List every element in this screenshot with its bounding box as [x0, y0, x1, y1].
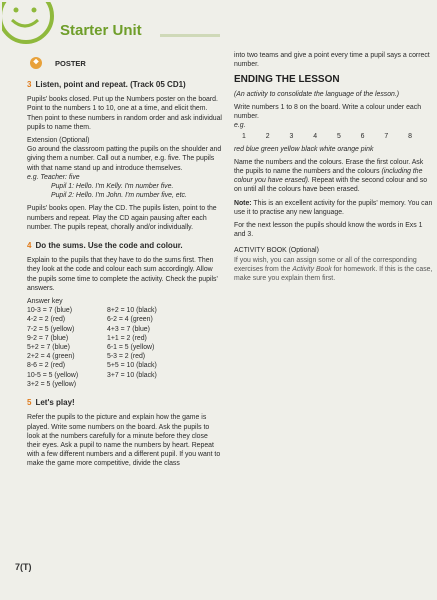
- answer-item: [107, 380, 207, 389]
- number-item: 2: [265, 133, 270, 141]
- continued-paragraph: into two teams and give a point every time a pupil says a correct number.: [234, 52, 430, 69]
- section-4-heading: [27, 241, 223, 250]
- header-divider: [160, 34, 220, 37]
- dialog-line-1: e.g. Teacher: five: [27, 173, 80, 181]
- section-5-title: Let's play!: [35, 398, 75, 408]
- section-3-heading: [27, 80, 223, 89]
- section-5-paragraph: Refer the pupils to the picture and explain how the game is played. Write some numbers on the board. Ask the pupils to look at the numbers carefully for a minute before they close their eyes. Ask a pupil to name the numbers by heart. Repeat with a few different numbers and a different pupil. If you want to make the game more competitive, divide the class: [27, 414, 221, 468]
- right-column: [234, 51, 434, 283]
- number-item: 7: [384, 133, 389, 141]
- section-5-heading: [27, 398, 223, 407]
- ending-title: ENDING THE LESSON: [234, 74, 340, 86]
- number-item: 3: [289, 133, 294, 141]
- number-item: 1: [242, 133, 246, 141]
- ending-paragraph-2-a: Name the numbers and the colours. Erase the first colour. Ask the pupils to name the numbers and the colours: [234, 158, 424, 176]
- left-column: [27, 78, 223, 469]
- section-4-number: 4: [27, 241, 32, 251]
- number-item: 4: [313, 133, 318, 141]
- activity-book-label: ACTIVITY BOOK (Optional): [234, 247, 319, 255]
- answer-item: 6-2 = 4 (green): [107, 316, 153, 324]
- note: [234, 199, 434, 217]
- eg-label: e.g.: [234, 122, 246, 130]
- ending-aim: (An activity to consolidate the language of the lesson.): [234, 90, 400, 98]
- number-item: 5: [336, 133, 341, 141]
- number-row: [234, 132, 412, 141]
- page-number: 7(T): [15, 562, 32, 572]
- smiley-icon: [2, 2, 58, 46]
- section-5-number: 5: [27, 398, 32, 408]
- section-3-paragraph-1: Pupils' books closed. Put up the Numbers poster on the board. Point to the numbers 1 to 10, one at a time, and elicit them. Then point to these numbers in random order and ask individual pupils to name them.: [27, 96, 222, 131]
- section-4-paragraph: Explain to the pupils that they have to do the sums first. Then they look at the code and colour each sum accordingly. Allow the pupils some time to complete the activity. Check the pupils' answers.: [27, 257, 218, 292]
- answer-item: 3+2 = 5 (yellow): [27, 380, 77, 388]
- section-3-paragraph-2: Go around the classroom patting the pupils on the shoulder and giving them a number. Call out a number, e.g. five. The pupils with that name stand up and introduce themselves.: [27, 146, 222, 172]
- dialog-line-2: Pupil 1: Hello. I'm Kelly. I'm number five.: [51, 183, 174, 191]
- section-3-title: Listen, point and repeat. (Track 05 CD1): [35, 80, 186, 89]
- answer-item: 1+1 = 2 (red): [107, 334, 147, 342]
- extension-label: Extension (Optional): [27, 137, 90, 145]
- unit-title: Starter Unit: [60, 22, 142, 39]
- answer-key-label: Answer key: [27, 298, 63, 306]
- activity-book-italic: Activity Book: [292, 265, 332, 273]
- answer-item: 4+3 = 7 (blue): [107, 325, 150, 333]
- answer-item: 5+2 = 7 (blue): [27, 344, 70, 352]
- ending-paragraph-2-b: Repeat with the second colour and so on until all the colours have been erased.: [234, 177, 428, 194]
- answer-item: 6-1 = 5 (yellow): [107, 344, 155, 352]
- note-label: Note:: [234, 199, 252, 207]
- answer-key-list: [27, 306, 223, 389]
- activity-book-b: for homework. If this is the case, make sure you explain them first.: [234, 265, 433, 283]
- number-item: 8: [408, 133, 412, 141]
- activity-book-paragraph: [234, 256, 434, 284]
- answer-item: 10-3 = 7 (blue): [27, 307, 73, 315]
- activity-book-a: If you wish, you can assign some or all of the corresponding exercises from the: [234, 256, 417, 273]
- answer-item: 8+2 = 10 (black): [107, 307, 157, 315]
- colour-row: red blue green yellow black white orange pink: [234, 145, 374, 153]
- answer-item: 4-2 = 2 (red): [27, 316, 66, 324]
- answer-item: 7-2 = 5 (yellow): [27, 325, 75, 333]
- next-lesson: For the next lesson the pupils should know the words in Exs 1 and 3.: [234, 222, 423, 239]
- poster-label: POSTER: [55, 59, 86, 68]
- number-item: 6: [360, 133, 365, 141]
- answer-item: 5-3 = 2 (red): [107, 353, 146, 361]
- answer-item: 10-5 = 5 (yellow): [27, 371, 79, 379]
- answer-item: 5+5 = 10 (black): [107, 362, 157, 370]
- section-4-title: Do the sums. Use the code and colour.: [35, 241, 183, 251]
- section-3-paragraph-3: Pupils' books open. Play the CD. The pupils listen, point to the numbers and repeat. Play the CD again pausing after each number. The pupils repeat, chorally and/or individually.: [27, 205, 217, 231]
- ending-paragraph-2-italic: (including the colour you have erased).: [234, 168, 423, 185]
- answer-item: 2+2 = 4 (green): [27, 353, 75, 361]
- answer-item: 8-6 = 2 (red): [27, 362, 66, 370]
- note-text: This is an excellent activity for the pupils' memory. You can use it to practise any new language.: [234, 199, 433, 216]
- poster-icon: ❖: [30, 57, 42, 69]
- answer-item: 3+7 = 10 (black): [107, 371, 157, 379]
- ending-paragraph-2: [234, 158, 434, 195]
- dialog-line-3: Pupil 2: Hello. I'm John. I'm number five, etc.: [51, 192, 187, 200]
- section-3-number: 3: [27, 80, 32, 89]
- answer-item: 9-2 = 7 (blue): [27, 334, 69, 342]
- ending-paragraph-1: Write numbers 1 to 8 on the board. Write a colour under each number.: [234, 103, 422, 121]
